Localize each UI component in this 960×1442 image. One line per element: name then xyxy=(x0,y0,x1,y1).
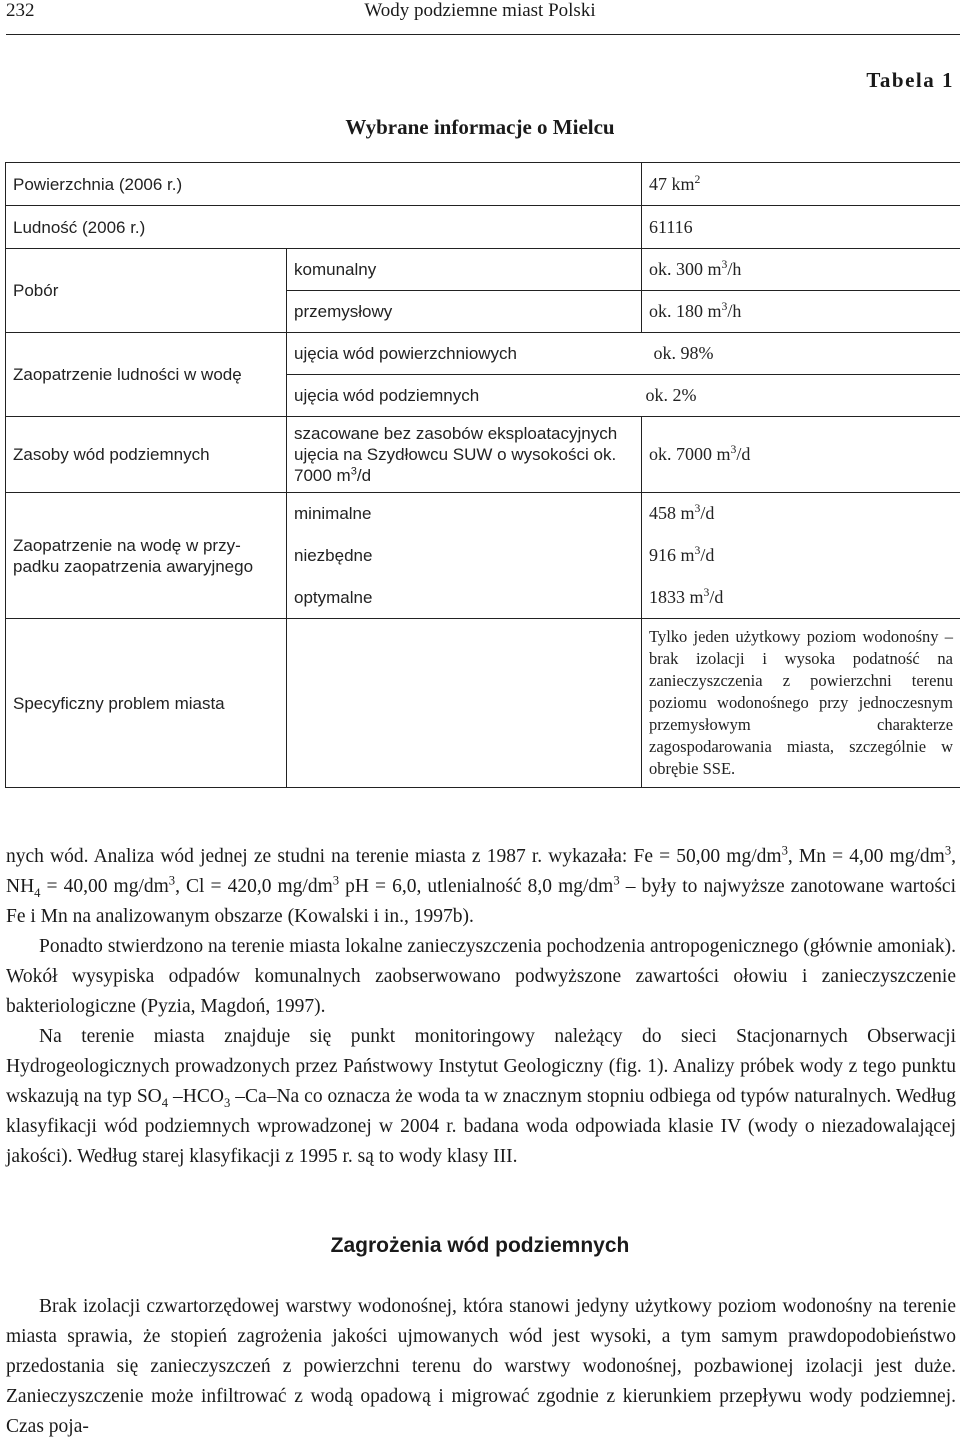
intake-label: Pobór xyxy=(6,249,287,333)
supply-label: Zaopatrzenie ludności w wodę xyxy=(6,333,287,417)
emergency-label: Zaopatrzenie na wodę w przy-padku zaopatrzenia awaryjnego xyxy=(6,493,287,619)
resources-description: szacowane bez zasobów eksploatacyjnych ujęcia na Szydłowcu SUW o wysokości ok. 7000 $m^3/d$ xyxy=(287,417,642,493)
resources-label: Zasoby wód podziemnych xyxy=(6,417,287,493)
header-rule xyxy=(6,34,960,35)
emergency-need: niezbędne xyxy=(287,535,642,577)
table-row xyxy=(6,493,960,535)
table-row xyxy=(6,249,960,291)
supply-surface: ujęcia wód powierzchniowych ok. 98% xyxy=(287,333,960,375)
page-number: 232 xyxy=(6,0,35,21)
table-row xyxy=(6,619,960,788)
area-value: 47 $km^2$ xyxy=(642,163,960,206)
intake-industrial: przemysłowy xyxy=(287,291,642,333)
population-label: Ludność (2006 r.) xyxy=(6,206,642,249)
supply-surface-value: ok. 98% xyxy=(653,343,714,363)
table-row xyxy=(6,163,960,206)
intake-municipal-value: ok. 300 $m^3/h$ xyxy=(642,249,960,291)
table-number: Tabela 1 xyxy=(866,68,954,92)
resources-value: ok. 7000 $m^3/d$ xyxy=(642,417,960,493)
table-row xyxy=(6,417,960,493)
paragraph: Ponadto stwierdzono na terenie miasta lokalne zanieczyszczenia pochodzenia antropogenicznego (głównie amoniak). Wokół wysypiska odpadów komunalnych zaobserwowano podwyższone zawartości ołowiu i zanieczyszczenie bakteriologiczne (Pyzia, Magdoń, 1997). xyxy=(6,936,956,1017)
intake-industrial-value: ok. 180 $m^3/h$ xyxy=(642,291,960,333)
emergency-opt: optymalne xyxy=(287,577,642,619)
emergency-min: minimalne xyxy=(287,493,642,535)
info-table xyxy=(5,162,960,788)
section-heading: Zagrożenia wód podziemnych xyxy=(330,1234,630,1257)
body-text xyxy=(6,842,956,1172)
population-value: 61116 xyxy=(642,206,960,249)
running-title: Wody podziemne miast Polski xyxy=(364,0,596,21)
body-text-2 xyxy=(6,1292,956,1442)
table-row xyxy=(6,206,960,249)
problem-text: Tylko jeden użytkowy poziom wodonośny – brak izolacji i wysoka podatność na zanieczyszczenia z powierzchni terenu poziomu wodonośnego przy jednoczesnym przemysłowym charakterze zagospodarowania miasta, szczególnie w obrębie SSE. xyxy=(642,619,960,788)
table-row xyxy=(6,333,960,375)
intake-municipal: komunalny xyxy=(287,249,642,291)
problem-label: Specyficzny problem miasta xyxy=(6,619,287,788)
supply-ground-value: ok. 2% xyxy=(645,385,697,405)
table-title: Wybrane informacje o Mielcu xyxy=(345,115,615,139)
problem-empty xyxy=(287,619,642,788)
emergency-need-value: 916 $m^3/d$ xyxy=(642,535,960,577)
paragraph: Na terenie miasta znajduje się punkt monitoringowy należący do sieci Stacjonarnych Obserwacji Hydrogeologicznych prowadzonych przez Państwowy Instytut Geologiczny (fig. 1). Analizy próbek wody z tego punktu wskazują na typ $SO_4$ $-HCO_3$ –Ca–Na co oznacza że woda ta w znacznym stopniu odbiega od typów naturalnych. Według klasyfikacji wód podziemnych wprowadzonej w 2004 r. badana woda odpowiada klasie IV (wody o niezadowalającej jakości). Według starej klasyfikacji z 1995 r. są to wody klasy III. xyxy=(6,1026,956,1167)
emergency-opt-value: 1833 $m^3/d$ xyxy=(642,577,960,619)
paragraph: Brak izolacji czwartorzędowej warstwy wodonośnej, która stanowi jedyny użytkowy poziom wodonośny na terenie miasta sprawia, że stopień zagrożenia jakości ujmowanych wód jest wysoki, a tym samym prawdopodobieństwo przedostania się zanieczyszczeń z powierzchni terenu do warstwy wodonośnej, pozbawionej izolacji jest duże. Zanieczyszczenie może infiltrować z wodą opadową i migrować zgodnie z kierunkiem przepływu wody podziemnej. Czas poja- xyxy=(6,1296,956,1437)
area-label: Powierzchnia (2006 r.) xyxy=(6,163,642,206)
supply-ground: ujęcia wód podziemnych ok. 2% xyxy=(287,375,960,417)
emergency-min-value: 458 $m^3/d$ xyxy=(642,493,960,535)
paragraph: nych wód. Analiza wód jednej ze studni na terenie miasta z 1987 r. wykazała: Fe = 50,00 $mg/dm^3$, Mn = 4,00 $mg/dm^3$, $NH_4 = 40,00$ $mg/dm^3$, Cl = 420,0 $mg/dm^3$ pH = 6,0, utlenialność 8,0 $mg/dm^3$ – były to najwyższe zanotowane wartości Fe i Mn na analizowanym obszarze (Kowalski i in., 1997b). xyxy=(6,843,957,927)
